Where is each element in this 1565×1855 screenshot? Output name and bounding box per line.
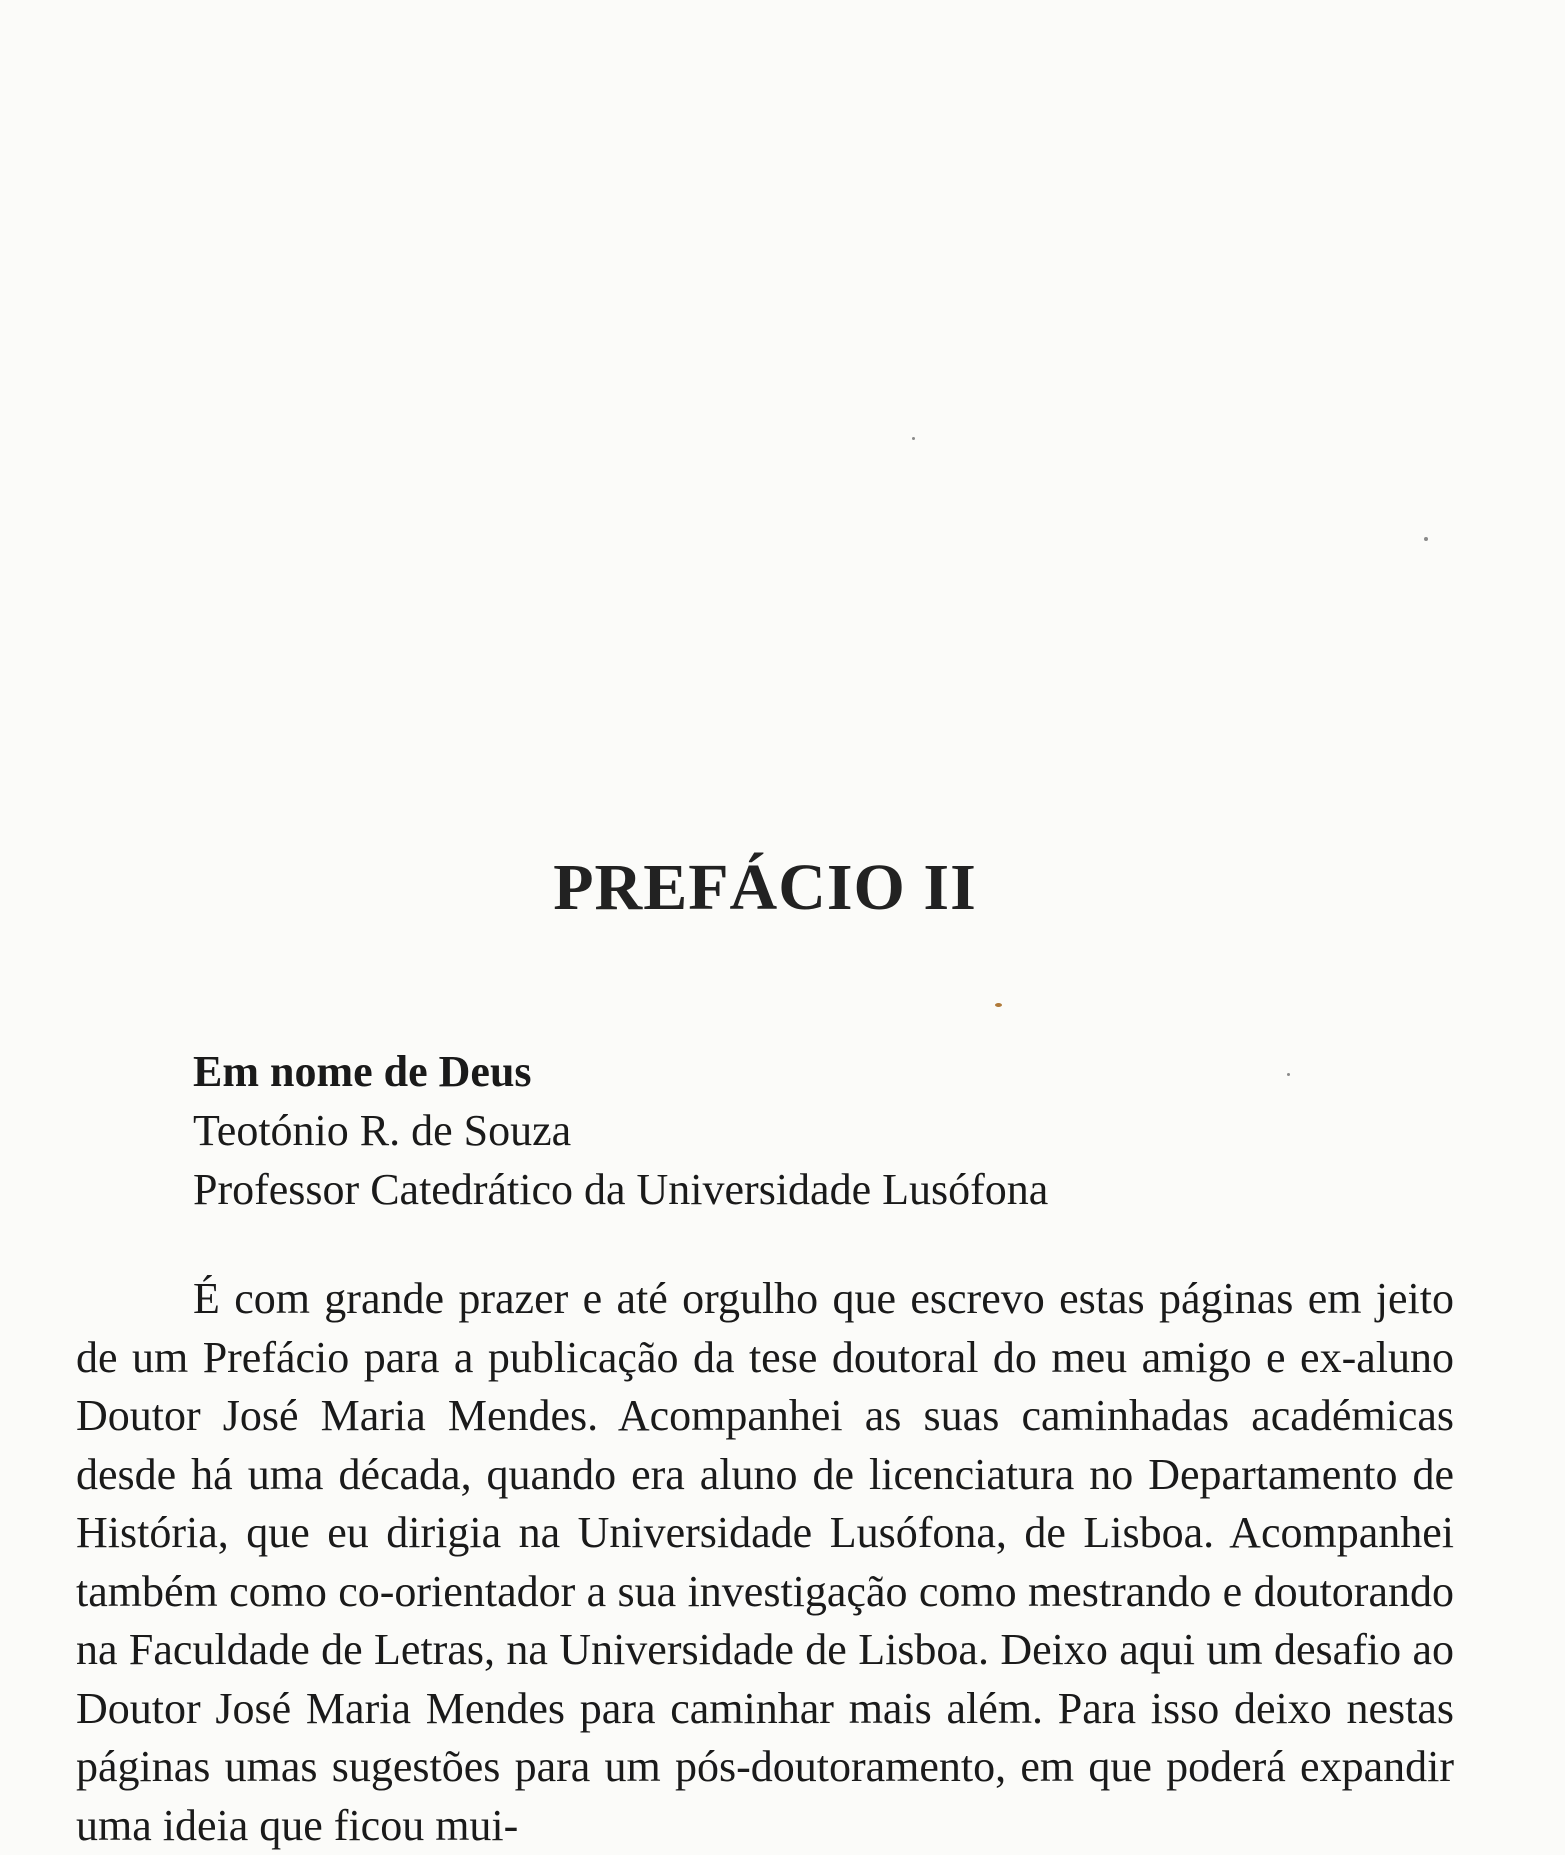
author-name: Teotónio R. de Souza (193, 1106, 572, 1155)
section-title: Em nome de Deus (193, 1047, 532, 1096)
scan-speck (995, 1003, 1002, 1007)
author-role: Professor Catedrático da Universidade Lusófona (193, 1165, 1049, 1214)
scan-speck (1424, 537, 1428, 541)
scan-speck (912, 437, 915, 440)
preface-byline (193, 1042, 1048, 1219)
page-heading: PREFÁCIO II (553, 851, 977, 924)
body-paragraph: É com grande prazer e até orgulho que escrevo estas páginas em jeito de um Prefácio para a publicação da tese doutoral do meu amigo e ex-aluno Doutor José Maria Mendes. Acompanhei as suas caminhadas académicas desde há uma década, quando era aluno de licenciatura no Departamento de História, que eu dirigia na Universidade Lusófona, de Lisboa. Acompanhei também como co-orientador a sua investigação como mestrando e doutorando na Faculdade de Letras, na Universidade de Lisboa. Deixo aqui um desafio ao Doutor José Maria Mendes para caminhar mais além. Para isso deixo nestas páginas umas sugestões para um pós-doutoramento, em que poderá expandir uma ideia que ficou mui- (76, 1274, 1454, 1850)
scan-speck (1287, 1073, 1290, 1076)
